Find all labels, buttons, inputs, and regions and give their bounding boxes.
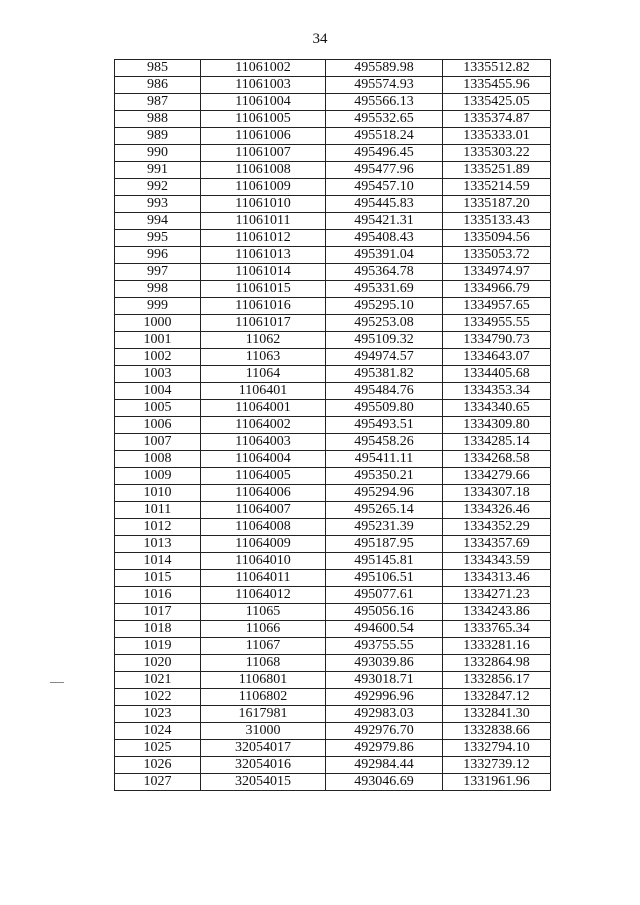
y-coordinate-cell: 1334955.55	[443, 315, 551, 332]
x-coordinate-cell: 495589.98	[326, 60, 443, 77]
table-row	[115, 689, 551, 706]
y-coordinate-cell: 1334353.34	[443, 383, 551, 400]
table-row	[115, 349, 551, 366]
table-row	[115, 451, 551, 468]
point-id-cell: 11064011	[201, 570, 326, 587]
row-index-cell: 994	[115, 213, 201, 230]
point-id-cell: 11061011	[201, 213, 326, 230]
y-coordinate-cell: 1334790.73	[443, 332, 551, 349]
point-id-cell: 11064006	[201, 485, 326, 502]
row-index-cell: 1019	[115, 638, 201, 655]
row-index-cell: 992	[115, 179, 201, 196]
row-index-cell: 1005	[115, 400, 201, 417]
point-id-cell: 11061007	[201, 145, 326, 162]
point-id-cell: 11061017	[201, 315, 326, 332]
row-index-cell: 987	[115, 94, 201, 111]
x-coordinate-cell: 495445.83	[326, 196, 443, 213]
page-number: 34	[312, 31, 328, 47]
y-coordinate-cell: 1334405.68	[443, 366, 551, 383]
row-index-cell: 1021	[115, 672, 201, 689]
x-coordinate-cell: 493755.55	[326, 638, 443, 655]
x-coordinate-cell: 495477.96	[326, 162, 443, 179]
row-index-cell: 1026	[115, 757, 201, 774]
row-index-cell: 1010	[115, 485, 201, 502]
y-coordinate-cell: 1334268.58	[443, 451, 551, 468]
point-id-cell: 11064007	[201, 502, 326, 519]
point-id-cell: 11061014	[201, 264, 326, 281]
table-row	[115, 519, 551, 536]
y-coordinate-cell: 1335094.56	[443, 230, 551, 247]
point-id-cell: 11061015	[201, 281, 326, 298]
row-index-cell: 1020	[115, 655, 201, 672]
table-row	[115, 604, 551, 621]
x-coordinate-cell: 492983.03	[326, 706, 443, 723]
table-row	[115, 230, 551, 247]
y-coordinate-cell: 1335214.59	[443, 179, 551, 196]
table-row	[115, 485, 551, 502]
point-id-cell: 11068	[201, 655, 326, 672]
y-coordinate-cell: 1332847.12	[443, 689, 551, 706]
table-row	[115, 553, 551, 570]
point-id-cell: 11064008	[201, 519, 326, 536]
table-row	[115, 298, 551, 315]
y-coordinate-cell: 1333765.34	[443, 621, 551, 638]
row-index-cell: 1004	[115, 383, 201, 400]
row-index-cell: 1007	[115, 434, 201, 451]
table-row	[115, 621, 551, 638]
table-row	[115, 128, 551, 145]
y-coordinate-cell: 1334974.97	[443, 264, 551, 281]
x-coordinate-cell: 495295.10	[326, 298, 443, 315]
point-id-cell: 11064009	[201, 536, 326, 553]
x-coordinate-cell: 495265.14	[326, 502, 443, 519]
row-index-cell: 989	[115, 128, 201, 145]
row-index-cell: 1023	[115, 706, 201, 723]
x-coordinate-cell: 492984.44	[326, 757, 443, 774]
y-coordinate-cell: 1335333.01	[443, 128, 551, 145]
x-coordinate-cell: 495532.65	[326, 111, 443, 128]
table-row	[115, 740, 551, 757]
table-row	[115, 638, 551, 655]
point-id-cell: 32054016	[201, 757, 326, 774]
y-coordinate-cell: 1335374.87	[443, 111, 551, 128]
point-id-cell: 11061009	[201, 179, 326, 196]
point-id-cell: 31000	[201, 723, 326, 740]
point-id-cell: 11061008	[201, 162, 326, 179]
row-index-cell: 1024	[115, 723, 201, 740]
x-coordinate-cell: 495421.31	[326, 213, 443, 230]
y-coordinate-cell: 1333281.16	[443, 638, 551, 655]
x-coordinate-cell: 494974.57	[326, 349, 443, 366]
table-row	[115, 434, 551, 451]
point-id-cell: 1106802	[201, 689, 326, 706]
point-id-cell: 11061013	[201, 247, 326, 264]
y-coordinate-cell: 1334313.46	[443, 570, 551, 587]
point-id-cell: 11064	[201, 366, 326, 383]
point-id-cell: 11064003	[201, 434, 326, 451]
point-id-cell: 32054015	[201, 774, 326, 791]
row-index-cell: 1013	[115, 536, 201, 553]
row-index-cell: 986	[115, 77, 201, 94]
point-id-cell: 1106801	[201, 672, 326, 689]
x-coordinate-cell: 495106.51	[326, 570, 443, 587]
row-index-cell: 993	[115, 196, 201, 213]
table-row	[115, 417, 551, 434]
row-index-cell: 1000	[115, 315, 201, 332]
coordinates-table	[114, 59, 551, 791]
row-index-cell: 1001	[115, 332, 201, 349]
y-coordinate-cell: 1334357.69	[443, 536, 551, 553]
x-coordinate-cell: 495518.24	[326, 128, 443, 145]
x-coordinate-cell: 495253.08	[326, 315, 443, 332]
y-coordinate-cell: 1332739.12	[443, 757, 551, 774]
row-index-cell: 1011	[115, 502, 201, 519]
row-index-cell: 988	[115, 111, 201, 128]
row-index-cell: 997	[115, 264, 201, 281]
y-coordinate-cell: 1334343.59	[443, 553, 551, 570]
table-row	[115, 94, 551, 111]
table-row	[115, 723, 551, 740]
point-id-cell: 11065	[201, 604, 326, 621]
table-row	[115, 196, 551, 213]
table-row	[115, 111, 551, 128]
point-id-cell: 1106401	[201, 383, 326, 400]
point-id-cell: 11064005	[201, 468, 326, 485]
row-index-cell: 1018	[115, 621, 201, 638]
x-coordinate-cell: 495056.16	[326, 604, 443, 621]
point-id-cell: 1617981	[201, 706, 326, 723]
table-row	[115, 60, 551, 77]
y-coordinate-cell: 1335303.22	[443, 145, 551, 162]
x-coordinate-cell: 495294.96	[326, 485, 443, 502]
row-index-cell: 991	[115, 162, 201, 179]
row-index-cell: 1016	[115, 587, 201, 604]
point-id-cell: 11061006	[201, 128, 326, 145]
y-coordinate-cell: 1335251.89	[443, 162, 551, 179]
point-id-cell: 11066	[201, 621, 326, 638]
x-coordinate-cell: 495574.93	[326, 77, 443, 94]
row-index-cell: 996	[115, 247, 201, 264]
y-coordinate-cell: 1332841.30	[443, 706, 551, 723]
point-id-cell: 11061002	[201, 60, 326, 77]
x-coordinate-cell: 495458.26	[326, 434, 443, 451]
table-row	[115, 247, 551, 264]
y-coordinate-cell: 1332794.10	[443, 740, 551, 757]
y-coordinate-cell: 1334279.66	[443, 468, 551, 485]
point-id-cell: 11067	[201, 638, 326, 655]
table-row	[115, 332, 551, 349]
point-id-cell: 11061003	[201, 77, 326, 94]
y-coordinate-cell: 1335133.43	[443, 213, 551, 230]
point-id-cell: 11061012	[201, 230, 326, 247]
point-id-cell: 11062	[201, 332, 326, 349]
point-id-cell: 11061016	[201, 298, 326, 315]
table-row	[115, 213, 551, 230]
point-id-cell: 11061010	[201, 196, 326, 213]
table-row	[115, 672, 551, 689]
y-coordinate-cell: 1334271.23	[443, 587, 551, 604]
x-coordinate-cell: 492979.86	[326, 740, 443, 757]
x-coordinate-cell: 495457.10	[326, 179, 443, 196]
table-row	[115, 264, 551, 281]
point-id-cell: 11064002	[201, 417, 326, 434]
x-coordinate-cell: 495566.13	[326, 94, 443, 111]
table-row	[115, 77, 551, 94]
row-index-cell: 1022	[115, 689, 201, 706]
x-coordinate-cell: 495391.04	[326, 247, 443, 264]
table-row	[115, 145, 551, 162]
y-coordinate-cell: 1332838.66	[443, 723, 551, 740]
table-row	[115, 757, 551, 774]
row-index-cell: 1002	[115, 349, 201, 366]
row-index-cell: 1027	[115, 774, 201, 791]
y-coordinate-cell: 1335425.05	[443, 94, 551, 111]
x-coordinate-cell: 495411.11	[326, 451, 443, 468]
x-coordinate-cell: 492996.96	[326, 689, 443, 706]
table-body	[115, 60, 551, 791]
x-coordinate-cell: 495381.82	[326, 366, 443, 383]
row-index-cell: 1009	[115, 468, 201, 485]
y-coordinate-cell: 1334643.07	[443, 349, 551, 366]
y-coordinate-cell: 1334957.65	[443, 298, 551, 315]
table-row	[115, 281, 551, 298]
y-coordinate-cell: 1332856.17	[443, 672, 551, 689]
y-coordinate-cell: 1334243.86	[443, 604, 551, 621]
x-coordinate-cell: 495145.81	[326, 553, 443, 570]
table-row	[115, 468, 551, 485]
table-row	[115, 502, 551, 519]
row-index-cell: 985	[115, 60, 201, 77]
row-index-cell: 1006	[115, 417, 201, 434]
y-coordinate-cell: 1334285.14	[443, 434, 551, 451]
table-row	[115, 570, 551, 587]
table-row	[115, 400, 551, 417]
x-coordinate-cell: 494600.54	[326, 621, 443, 638]
table-row	[115, 655, 551, 672]
y-coordinate-cell: 1334352.29	[443, 519, 551, 536]
x-coordinate-cell: 493039.86	[326, 655, 443, 672]
row-index-cell: 999	[115, 298, 201, 315]
y-coordinate-cell: 1335512.82	[443, 60, 551, 77]
x-coordinate-cell: 495509.80	[326, 400, 443, 417]
table-row	[115, 706, 551, 723]
point-id-cell: 11064012	[201, 587, 326, 604]
row-index-cell: 1014	[115, 553, 201, 570]
y-coordinate-cell: 1331961.96	[443, 774, 551, 791]
table-row	[115, 179, 551, 196]
point-id-cell: 11064004	[201, 451, 326, 468]
x-coordinate-cell: 495331.69	[326, 281, 443, 298]
row-index-cell: 1003	[115, 366, 201, 383]
y-coordinate-cell: 1335455.96	[443, 77, 551, 94]
table-row	[115, 587, 551, 604]
y-coordinate-cell: 1334307.18	[443, 485, 551, 502]
x-coordinate-cell: 495496.45	[326, 145, 443, 162]
table-row	[115, 774, 551, 791]
x-coordinate-cell: 495077.61	[326, 587, 443, 604]
y-coordinate-cell: 1334309.80	[443, 417, 551, 434]
margin-mark	[50, 682, 64, 683]
row-index-cell: 995	[115, 230, 201, 247]
row-index-cell: 1025	[115, 740, 201, 757]
x-coordinate-cell: 495493.51	[326, 417, 443, 434]
table-row	[115, 162, 551, 179]
point-id-cell: 11064010	[201, 553, 326, 570]
x-coordinate-cell: 493046.69	[326, 774, 443, 791]
y-coordinate-cell: 1332864.98	[443, 655, 551, 672]
table-row	[115, 536, 551, 553]
row-index-cell: 1012	[115, 519, 201, 536]
x-coordinate-cell: 492976.70	[326, 723, 443, 740]
x-coordinate-cell: 495408.43	[326, 230, 443, 247]
point-id-cell: 11063	[201, 349, 326, 366]
x-coordinate-cell: 495231.39	[326, 519, 443, 536]
x-coordinate-cell: 493018.71	[326, 672, 443, 689]
row-index-cell: 990	[115, 145, 201, 162]
y-coordinate-cell: 1334326.46	[443, 502, 551, 519]
row-index-cell: 1015	[115, 570, 201, 587]
table-row	[115, 315, 551, 332]
point-id-cell: 11061004	[201, 94, 326, 111]
row-index-cell: 1008	[115, 451, 201, 468]
x-coordinate-cell: 495350.21	[326, 468, 443, 485]
x-coordinate-cell: 495364.78	[326, 264, 443, 281]
y-coordinate-cell: 1334340.65	[443, 400, 551, 417]
y-coordinate-cell: 1334966.79	[443, 281, 551, 298]
table-row	[115, 383, 551, 400]
point-id-cell: 11064001	[201, 400, 326, 417]
x-coordinate-cell: 495187.95	[326, 536, 443, 553]
y-coordinate-cell: 1335187.20	[443, 196, 551, 213]
point-id-cell: 11061005	[201, 111, 326, 128]
table-row	[115, 366, 551, 383]
y-coordinate-cell: 1335053.72	[443, 247, 551, 264]
row-index-cell: 1017	[115, 604, 201, 621]
x-coordinate-cell: 495109.32	[326, 332, 443, 349]
x-coordinate-cell: 495484.76	[326, 383, 443, 400]
row-index-cell: 998	[115, 281, 201, 298]
point-id-cell: 32054017	[201, 740, 326, 757]
